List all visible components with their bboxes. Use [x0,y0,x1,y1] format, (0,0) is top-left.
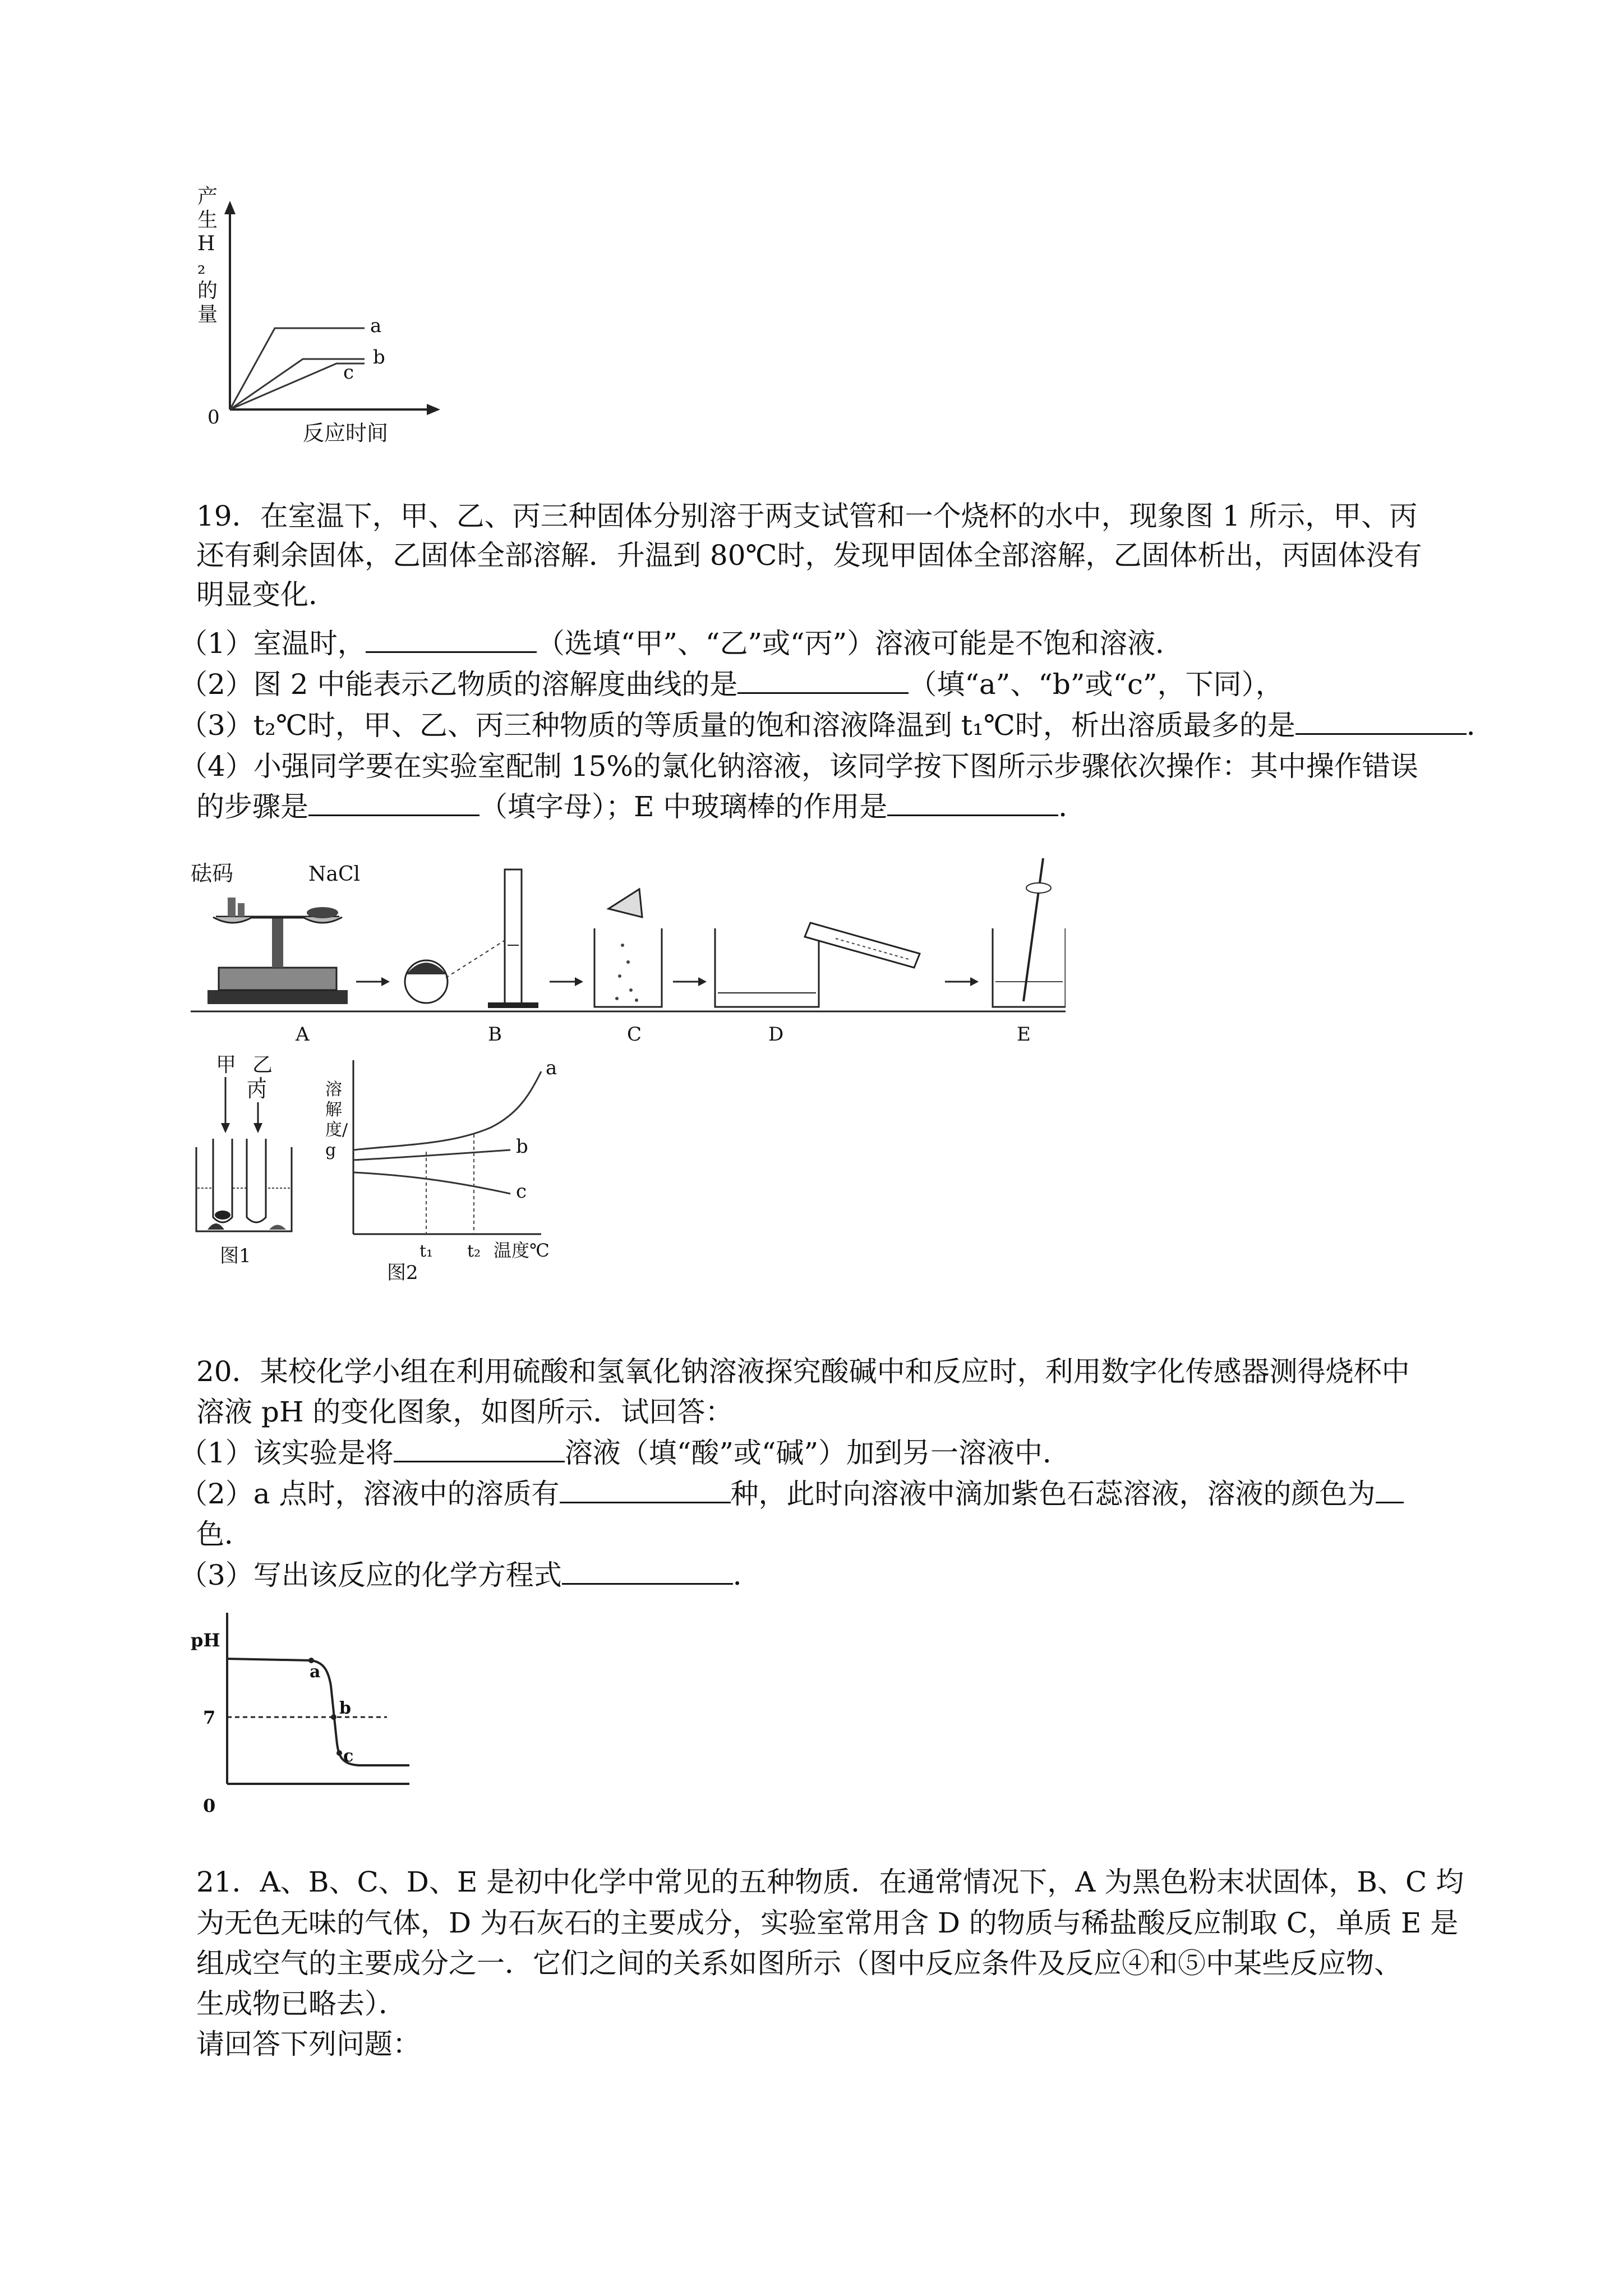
q20-part1-blank[interactable] [394,1436,565,1462]
q19-part4-blank-step[interactable] [308,790,479,816]
curve-a-label: a [370,315,382,337]
tube-label-jia: 甲 [216,1053,237,1076]
q19-part3-blank[interactable] [1295,708,1467,735]
q20-part2-prefix: （2）a 点时，溶液中的溶质有 [179,1478,560,1510]
step-c-add-solid [594,889,662,1007]
ph-curve-figure [191,1602,426,1826]
h2-production-figure [191,185,460,449]
q19-part2-suffix: （填“a”、“b”或“c”，下同）， [909,668,1284,701]
q20-part3-prefix: （3）写出该反应的化学方程式 [179,1559,562,1591]
q20-part2-blank-count[interactable] [560,1477,731,1503]
solubility-curve-a [353,1071,541,1150]
q20-part2-line2: 色． [196,1518,252,1550]
t2-label: t₂ [467,1241,481,1261]
curve-a-label-fig2: a [546,1057,557,1079]
q19-part1 [179,627,1183,660]
q20-part1-prefix: （1）该实验是将 [179,1437,394,1469]
q20-part1 [179,1436,1071,1470]
ph-origin-label: 0 [203,1795,216,1816]
ph-y-label: pH [191,1630,220,1651]
q19-stem-line3: 明显变化． [196,578,336,611]
ph-point-b: b [339,1699,351,1718]
q19-part4-blank-rod[interactable] [887,790,1058,816]
step-label-a: A [296,1023,310,1046]
step-e-stir [993,858,1066,1007]
q19-part2 [179,668,1284,701]
q21-line2: 为无色无味的气体，D 为石灰石的主要成分，实验室常用含 D 的物质与稀盐酸反应制取 C，单质 E 是 [196,1907,1459,1939]
q19-stem-line2: 还有剩余固体，乙固体全部溶解．升温到 80℃时，发现甲固体全部溶解，乙固体析出，丙固体没有 [196,539,1422,572]
q19-part3-suffix: ． [1466,709,1495,742]
fig2-x-label: 温度℃ [494,1240,550,1261]
q20-part3-suffix: ． [732,1559,761,1591]
curve-b-label-fig2: b [516,1135,528,1158]
h2-x-label: 反应时间 [303,421,389,445]
nacl-label: NaCl [308,863,361,886]
q19-part4-middle: （填字母）；E 中玻璃棒的作用是 [479,790,888,823]
q21-line5: 请回答下列问题： [196,2028,421,2060]
q21-line3: 组成空气的主要成分之一．它们之间的关系如图所示（图中反应条件及反应④和⑤中某些反应物、 [196,1947,1402,1980]
q19-part1-blank[interactable] [366,627,537,653]
curve-c-label-fig2: c [516,1180,527,1203]
q20-part2-blank-color[interactable] [1376,1477,1404,1503]
q20-part2 [179,1477,1404,1511]
q19-part4-line1: （4）小强同学要在实验室配制 15%的氯化钠溶液，该同学按下图所示步骤依次操作：其中操作错误 [179,750,1418,783]
figure-1-caption: 图1 [220,1245,251,1267]
q20-part3-blank[interactable] [562,1558,733,1585]
q19-part4-line2 [196,790,1086,823]
h2-y-arrow [224,201,236,214]
h2-origin-label: 0 [208,406,220,429]
h2-x-arrow [427,404,440,415]
figure-2-solubility-chart [322,1049,625,1290]
q20-stem-line2: 溶液 pH 的变化图象，如图所示．试回答： [196,1396,734,1428]
weights-label: 砝码 [191,861,234,886]
q19-part1-prefix: （1）室温时， [179,627,366,660]
figure-2-caption: 图2 [387,1262,418,1284]
solubility-curve-c [353,1172,510,1194]
q19-part2-prefix: （2）图 2 中能表示乙物质的溶解度曲线的是 [179,668,738,701]
curve-c-label: c [343,361,354,384]
step-label-d: D [768,1023,784,1046]
step-label-c: C [627,1023,642,1046]
q19-part3 [179,708,1495,742]
q21-line1: 21．A、B、C、D、E 是初中化学中常见的五种物质．在通常情况下，A 为黑色粉末状固体，B、C 均 [196,1866,1464,1898]
q19-part2-blank[interactable] [737,668,909,694]
step-d-add-water [715,923,920,1007]
q19-part3-prefix: （3）t₂℃时，甲、乙、丙三种物质的等质量的饱和溶液降温到 t₁℃时，析出溶质最多的是 [179,709,1295,742]
ph-point-a: a [310,1662,321,1682]
step-a-balance [208,898,348,1004]
q20-part1-suffix: 溶液（填“酸”或“碱”）加到另一溶液中． [564,1437,1071,1469]
q19-stem-line1: 19．在室温下，甲、乙、丙三种固体分别溶于两支试管和一个烧杯的水中，现象图 1 所示，甲、丙 [196,500,1418,532]
step-label-e: E [1017,1023,1031,1046]
curve-b-label: b [373,346,385,369]
h2-y-label: 产生H₂的量 [197,185,218,326]
ph-point-c: c [343,1746,354,1766]
fig2-y-label: 溶解度/g [325,1080,348,1160]
q19-part1-suffix: （选填“甲”、“乙”或“丙”）溶液可能是不饱和溶液． [536,627,1184,660]
solution-prep-steps-figure [191,855,1066,1046]
q19-part4-prefix: 的步骤是 [196,790,308,823]
ph-seven-label: 7 [203,1707,216,1728]
q20-part3 [179,1558,761,1592]
beaker-label-bing: 丙 [247,1079,268,1102]
q20-part2-middle: 种，此时向溶液中滴加紫色石蕊溶液，溶液的颜色为 [730,1478,1376,1510]
q21-line4: 生成物已略去）． [196,1987,407,2020]
t1-label: t₁ [419,1241,434,1261]
q19-part4-suffix: ． [1058,790,1087,823]
step-b-read-cylinder [405,869,538,1008]
solubility-curve-b [353,1150,510,1160]
step-label-b: B [488,1023,502,1046]
figure-1-test-tubes [185,1049,308,1290]
tube-label-yi: 乙 [252,1053,273,1076]
q20-stem-line1: 20．某校化学小组在利用硫酸和氢氧化钠溶液探究酸碱中和反应时，利用数字化传感器测得烧杯中 [196,1355,1410,1388]
